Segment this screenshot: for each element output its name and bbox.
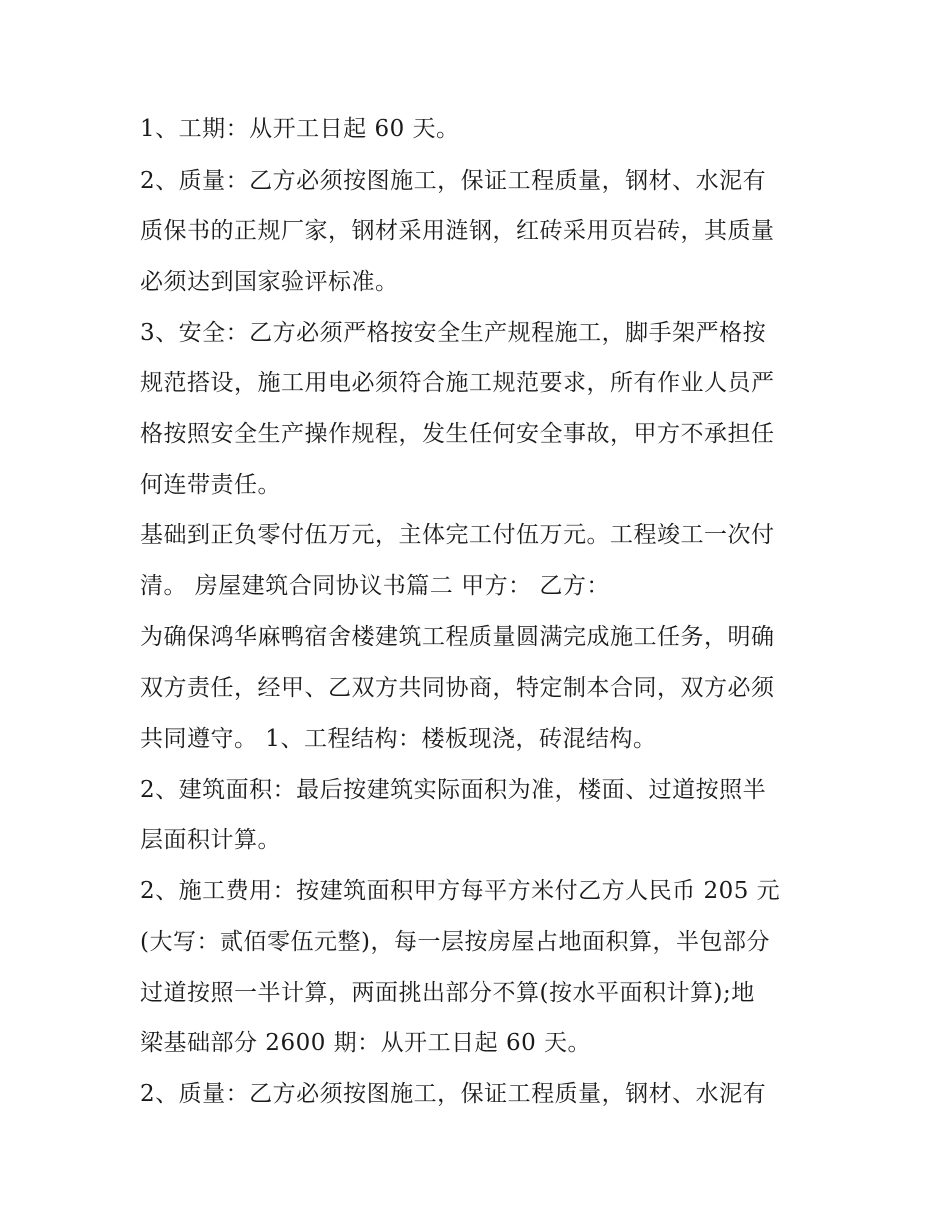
text-line: 基础到正负零付伍万元，主体完工付伍万元。工程竣工一次付 bbox=[140, 522, 775, 548]
text-line: 1、工期：从开工日起 60 天。 bbox=[140, 116, 460, 142]
text-line: 2、施工费用：按建筑面积甲方每平方米付乙方人民币 205 元 bbox=[140, 878, 781, 904]
text-line: 梁基础部分 2600 期：从开工日起 60 天。 bbox=[140, 1030, 592, 1056]
text-line: 格按照安全生产操作规程，发生任何安全事故，甲方不承担任 bbox=[140, 421, 775, 447]
text-line: 过道按照一半计算，两面挑出部分不算(按水平面积计算);地 bbox=[140, 980, 755, 1006]
text-line: 共同遵守。 1、工程结构：楼板现浇，砖混结构。 bbox=[140, 726, 657, 752]
text-line: (大写：贰佰零伍元整)，每一层按房屋占地面积算，半包部分 bbox=[140, 929, 770, 955]
text-line: 何连带责任。 bbox=[140, 472, 281, 498]
text-line: 质保书的正规厂家，钢材采用涟钢，红砖采用页岩砖，其质量 bbox=[140, 218, 775, 244]
text-line: 3、安全：乙方必须严格按安全生产规程施工，脚手架严格按 bbox=[140, 320, 767, 346]
text-line: 2、质量：乙方必须按图施工，保证工程质量，钢材、水泥有 bbox=[140, 168, 767, 194]
text-line: 为确保鸿华麻鸭宿舍楼建筑工程质量圆满完成施工任务，明确 bbox=[140, 624, 775, 650]
text-line: 2、质量：乙方必须按图施工，保证工程质量，钢材、水泥有 bbox=[140, 1081, 767, 1107]
text-line: 2、建筑面积：最后按建筑实际面积为准，楼面、过道按照半 bbox=[140, 777, 767, 803]
text-line: 层面积计算。 bbox=[140, 827, 281, 853]
text-line: 必须达到国家验评标准。 bbox=[140, 269, 399, 295]
text-line: 清。 房屋建筑合同协议书篇二 甲方： 乙方： bbox=[140, 573, 610, 599]
text-line: 规范搭设，施工用电必须符合施工规范要求，所有作业人员严 bbox=[140, 370, 775, 396]
text-line: 双方责任，经甲、乙双方共同协商，特定制本合同，双方必须 bbox=[140, 675, 775, 701]
